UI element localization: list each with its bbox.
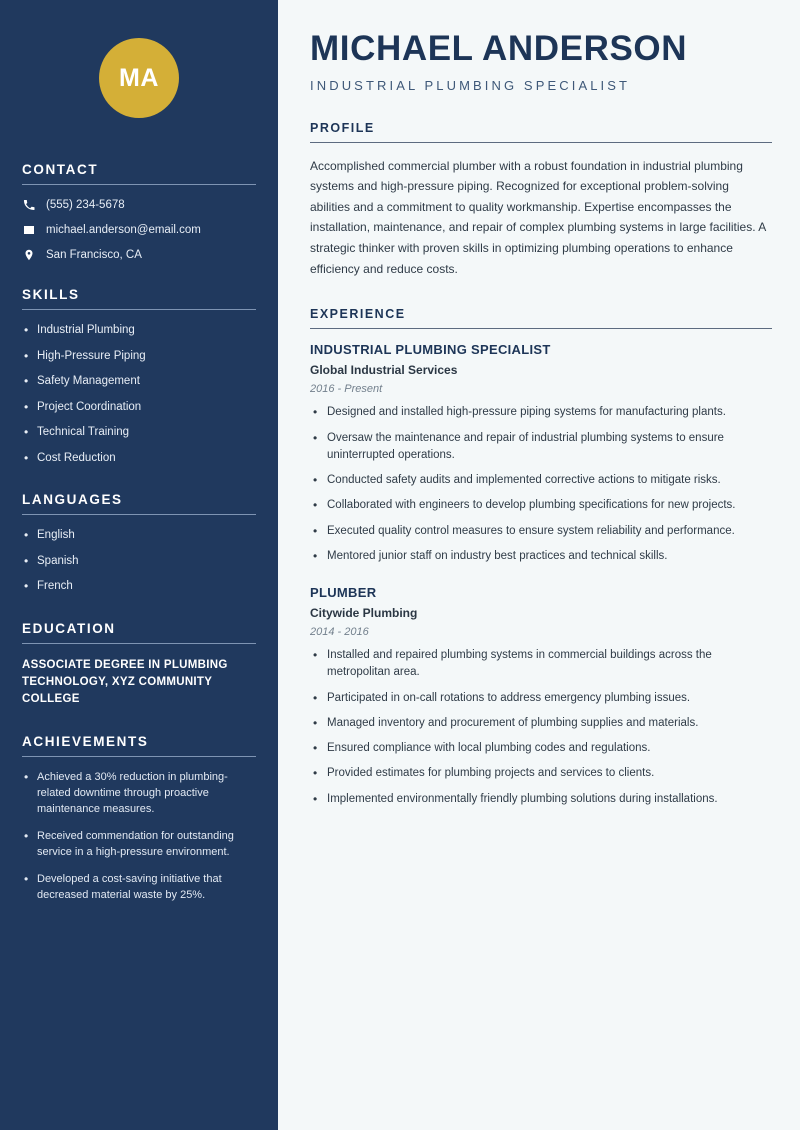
contact-phone-value: (555) 234-5678 [46, 198, 125, 211]
education-entry: ASSOCIATE DEGREE IN PLUMBING TECHNOLOGY, XYZ COMMUNITY COLLEGE [22, 658, 228, 706]
list-item: • High-Pressure Piping [22, 349, 256, 365]
achievements-divider [22, 756, 256, 757]
education-section [22, 621, 256, 709]
list-item: • Implemented environmentally friendly plumbing solutions during installations. [310, 791, 772, 808]
list-item: • Executed quality control measures to ensure system reliability and performance. [310, 523, 772, 540]
skills-heading: SKILLS [22, 287, 80, 302]
contact-email-row [22, 223, 256, 236]
phone-icon [22, 198, 35, 211]
profile-section [310, 121, 772, 280]
experience-divider [310, 328, 772, 329]
list-item: • Technical Training [22, 425, 256, 441]
list-item: • Project Coordination [22, 400, 256, 416]
list-item: • Safety Management [22, 374, 256, 390]
experience-job-title: PLUMBER [310, 585, 377, 600]
contact-location-value: San Francisco, CA [46, 248, 142, 261]
experience-dates: 2014 - 2016 [310, 626, 369, 638]
list-item: • Conducted safety audits and implemented corrective actions to mitigate risks. [310, 472, 772, 489]
experience-entry [310, 585, 772, 808]
list-item: • Ensured compliance with local plumbing codes and regulations. [310, 740, 772, 757]
map-pin-icon [22, 248, 35, 261]
list-item: • Installed and repaired plumbing systems in commercial buildings across the metropolitan area. [310, 647, 772, 682]
achievements-heading: ACHIEVEMENTS [22, 734, 149, 750]
contact-divider [22, 184, 256, 185]
list-item: • Achieved a 30% reduction in plumbing-related downtime through proactive maintenance measures. [22, 770, 256, 818]
contact-section [22, 162, 256, 261]
experience-section [310, 307, 772, 808]
languages-heading: LANGUAGES [22, 492, 123, 508]
envelope-icon [22, 223, 35, 236]
page-title: MICHAEL ANDERSON [310, 29, 688, 68]
sidebar [0, 0, 278, 1130]
experience-entry [310, 342, 772, 565]
job-subtitle: INDUSTRIAL PLUMBING SPECIALIST [310, 77, 631, 93]
experience-job-title: INDUSTRIAL PLUMBING SPECIALIST [310, 342, 551, 358]
contact-heading: CONTACT [22, 162, 99, 177]
experience-dates: 2016 - Present [310, 383, 383, 396]
avatar-container [22, 0, 256, 162]
experience-heading: EXPERIENCE [310, 307, 406, 322]
experience-company: Global Industrial Services [310, 363, 458, 378]
experience-company: Citywide Plumbing [310, 606, 418, 620]
achievements-section [22, 734, 256, 904]
main-content [278, 0, 800, 1130]
skills-divider [22, 309, 256, 310]
list-item: • Managed inventory and procurement of plumbing supplies and materials. [310, 715, 772, 732]
profile-text: Accomplished commercial plumber with a robust foundation in industrial plumbing systems and high-pressure piping. Recognized for exceptional problem-solving abilities and a commitment to quality workmanship. Expertise encompasses the installation, maintenance, and repair of complex plumbing systems in large facilities. A strategic thinker with proven skills in optimizing plumbing operations to enhance efficiency and reduce costs. [310, 158, 766, 276]
profile-divider [310, 142, 772, 143]
languages-divider [22, 514, 256, 515]
list-item: • Participated in on-call rotations to address emergency plumbing issues. [310, 690, 772, 707]
list-item: • Spanish [22, 554, 256, 570]
languages-list [22, 528, 256, 595]
skills-list [22, 323, 256, 466]
list-item: • Mentored junior staff on industry best practices and technical skills. [310, 548, 772, 565]
contact-email-value: michael.anderson@email.com [46, 223, 201, 236]
list-item: • French [22, 579, 256, 595]
list-item: • Designed and installed high-pressure piping systems for manufacturing plants. [310, 404, 772, 421]
list-item: • Collaborated with engineers to develop plumbing specifications for new projects. [310, 497, 772, 514]
list-item: • Industrial Plumbing [22, 323, 256, 339]
experience-bullets [310, 647, 772, 808]
contact-phone-row [22, 198, 256, 211]
profile-heading: PROFILE [310, 120, 375, 135]
education-heading: EDUCATION [22, 620, 116, 636]
experience-bullets [310, 404, 772, 565]
achievements-list [22, 770, 256, 904]
list-item: • Oversaw the maintenance and repair of industrial plumbing systems to ensure uninterrupted operations. [310, 430, 772, 465]
education-divider [22, 643, 256, 644]
contact-location-row [22, 248, 256, 261]
avatar: MA [99, 38, 179, 118]
list-item: • Developed a cost-saving initiative that decreased material waste by 25%. [22, 872, 256, 904]
list-item: • Provided estimates for plumbing projects and services to clients. [310, 765, 772, 782]
skills-section [22, 287, 256, 466]
list-item: • Cost Reduction [22, 451, 256, 467]
languages-section [22, 492, 256, 595]
list-item: • English [22, 528, 256, 544]
list-item: • Received commendation for outstanding service in a high-pressure environment. [22, 829, 256, 861]
